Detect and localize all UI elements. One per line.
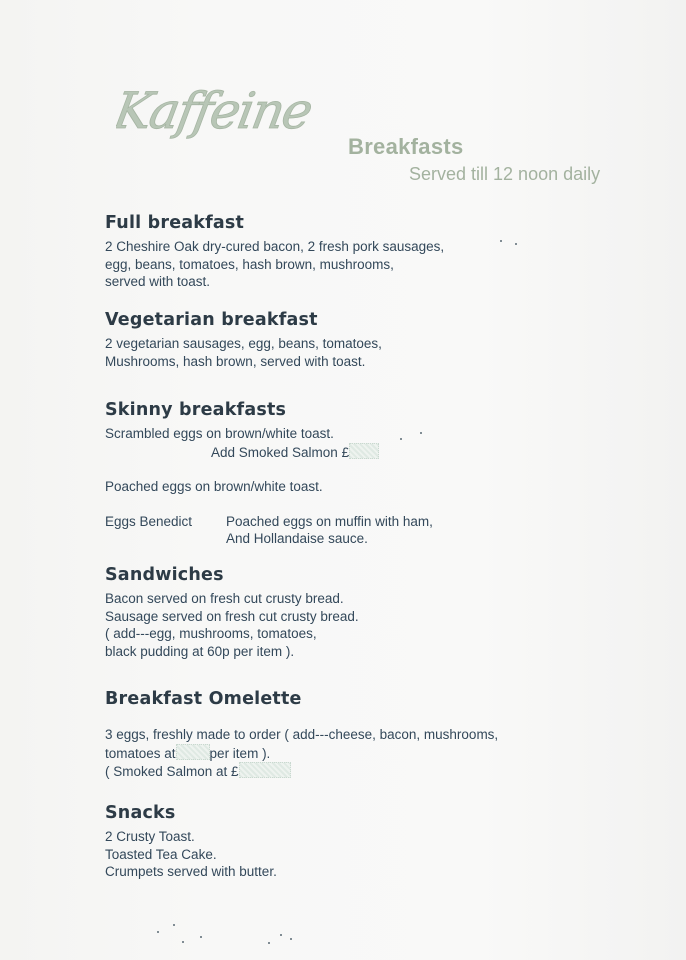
menu-line: Poached eggs on muffin with ham, [226,513,433,529]
menu-line: 2 Crusty Toast. [105,829,195,844]
menu-line: ( add---egg, mushrooms, tomatoes, [105,626,317,641]
svg-text:Kaffeine: Kaffeine [116,81,316,140]
menu-line: Crumpets served with butter. [105,864,277,879]
item-name: Eggs Benedict [105,513,193,529]
section-snacks [105,802,277,881]
item-description [226,513,433,548]
menu-line [105,762,498,781]
redacted-price [239,762,291,778]
scan-speck [268,942,270,944]
omelette-salmon-text: ( Smoked Salmon at £ [105,764,239,779]
menu-line: And Hollandaise sauce. [226,531,368,546]
section-heading: Sandwiches [105,565,224,585]
page-title: Breakfasts [348,134,464,159]
scan-speck [182,941,184,943]
section-sandwiches [105,564,359,660]
menu-line: 3 eggs, freshly made to order ( add---cheese, bacon, mushrooms, [105,727,499,742]
scan-speck [173,924,175,926]
section-vegetarian-breakfast [105,309,382,370]
menu-line: egg, beans, tomatoes, hash brown, mushrooms, [105,256,394,272]
menu-line: Toasted Tea Cake. [105,846,217,862]
scan-speck [400,438,402,440]
section-breakfast-omelette [105,688,498,781]
section-heading: Breakfast Omelette [105,689,302,709]
section-full-breakfast [105,212,444,291]
menu-line: black pudding at 60p per item ). [105,643,295,659]
omelette-tomatoes-text: tomatoes at [105,745,176,761]
section-heading: Snacks [105,803,176,823]
omelette-per-item-text: per item ). [209,745,271,761]
section-heading: Skinny breakfasts [105,400,287,420]
menu-line: 2 Cheshire Oak dry-cured bacon, 2 fresh pork sausages, [105,239,445,254]
scan-speck [420,432,422,434]
page-subtitle: Served till 12 noon daily [409,164,601,184]
eggs-benedict-item [105,513,433,548]
menu-line: Sausage served on fresh cut crusty bread. [105,608,359,624]
section-heading: Full breakfast [105,213,245,233]
scan-speck [515,243,517,245]
scan-speck [280,934,282,936]
add-salmon-line [105,443,433,462]
menu-line: Mushrooms, hash brown, served with toast. [105,353,366,369]
kaffeine-logo [116,70,331,150]
menu-line: 2 vegetarian sausages, egg, beans, tomatoes, [105,336,382,351]
add-salmon-text: Add Smoked Salmon £ [211,444,350,460]
menu-line: Poached eggs on brown/white toast. [105,479,323,494]
section-heading: Vegetarian breakfast [105,310,318,330]
redacted-price [349,443,379,459]
scan-speck [200,936,202,938]
scan-speck [500,240,502,242]
menu-line: served with toast. [105,274,211,289]
menu-line [105,744,498,763]
menu-line: Bacon served on fresh cut crusty bread. [105,591,344,606]
redacted-price [176,744,210,760]
scan-speck [290,938,292,940]
section-skinny-breakfasts [105,399,433,548]
menu-line: Scrambled eggs on brown/white toast. [105,426,334,441]
scan-speck [157,931,159,933]
